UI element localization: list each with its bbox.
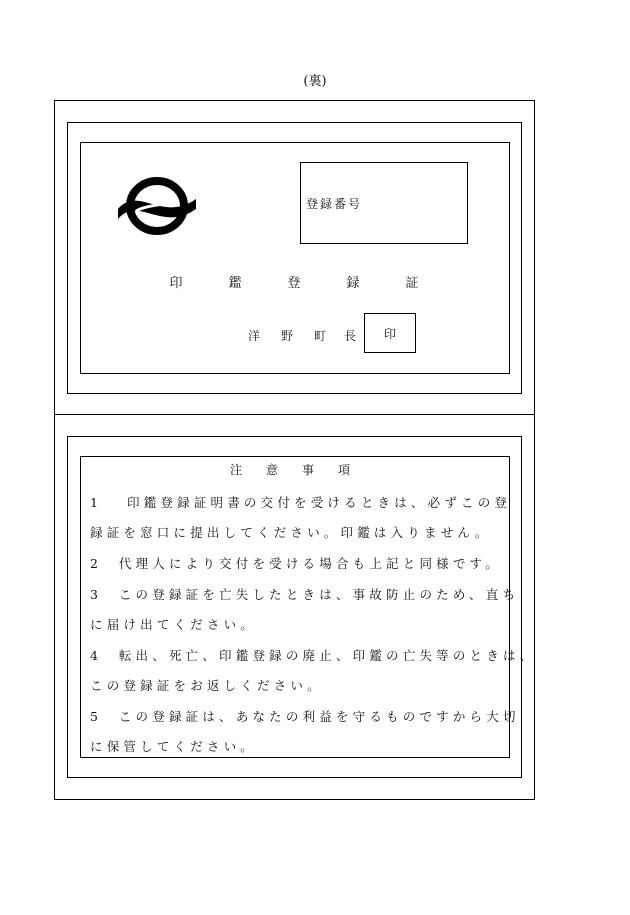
note-line: 録証を窓口に提出してください。印鑑は入りません。 — [90, 525, 492, 540]
card-title-char: 印 — [169, 276, 183, 291]
issuer-char: 長 — [343, 329, 356, 343]
notes-title-char: 事 — [301, 463, 314, 477]
notes-title-char: 意 — [265, 463, 278, 477]
note-line: 3 この登録証を亡失したときは、事故防止のため、直ち — [90, 587, 520, 602]
card-title-char: 録 — [346, 276, 360, 291]
card-divider — [54, 414, 535, 415]
note-line: 2 代理人により交付を受ける場合も上記と同様です。 — [90, 556, 502, 571]
card-title-char: 鑑 — [228, 276, 242, 291]
note-line: に保管してください。 — [90, 739, 258, 754]
note-line: に届け出てください。 — [90, 617, 258, 632]
page-heading: (裏) — [303, 74, 327, 89]
registration-number-label: 登録番号 — [306, 197, 363, 211]
card-title-char: 証 — [405, 276, 419, 291]
note-line: 1 印鑑登録証明書の交付を受けるときは、必ずこの登 — [90, 495, 512, 510]
seal-box: 印 — [364, 313, 416, 353]
note-line: 5 この登録証は、あなたの利益を守るものですから大切 — [90, 709, 520, 724]
note-line: この登録証をお返しください。 — [90, 678, 324, 693]
notes-title-char: 注 — [229, 463, 242, 477]
town-emblem-icon — [116, 175, 198, 237]
issuer-char: 洋 — [247, 329, 260, 343]
issuer-char: 町 — [313, 329, 326, 343]
note-line: 4 転出、死亡、印鑑登録の廃止、印鑑の亡失等のときは、 — [90, 648, 537, 663]
card-title-char: 登 — [287, 276, 301, 291]
notes-title-char: 項 — [337, 463, 350, 477]
issuer-char: 野 — [280, 329, 293, 343]
